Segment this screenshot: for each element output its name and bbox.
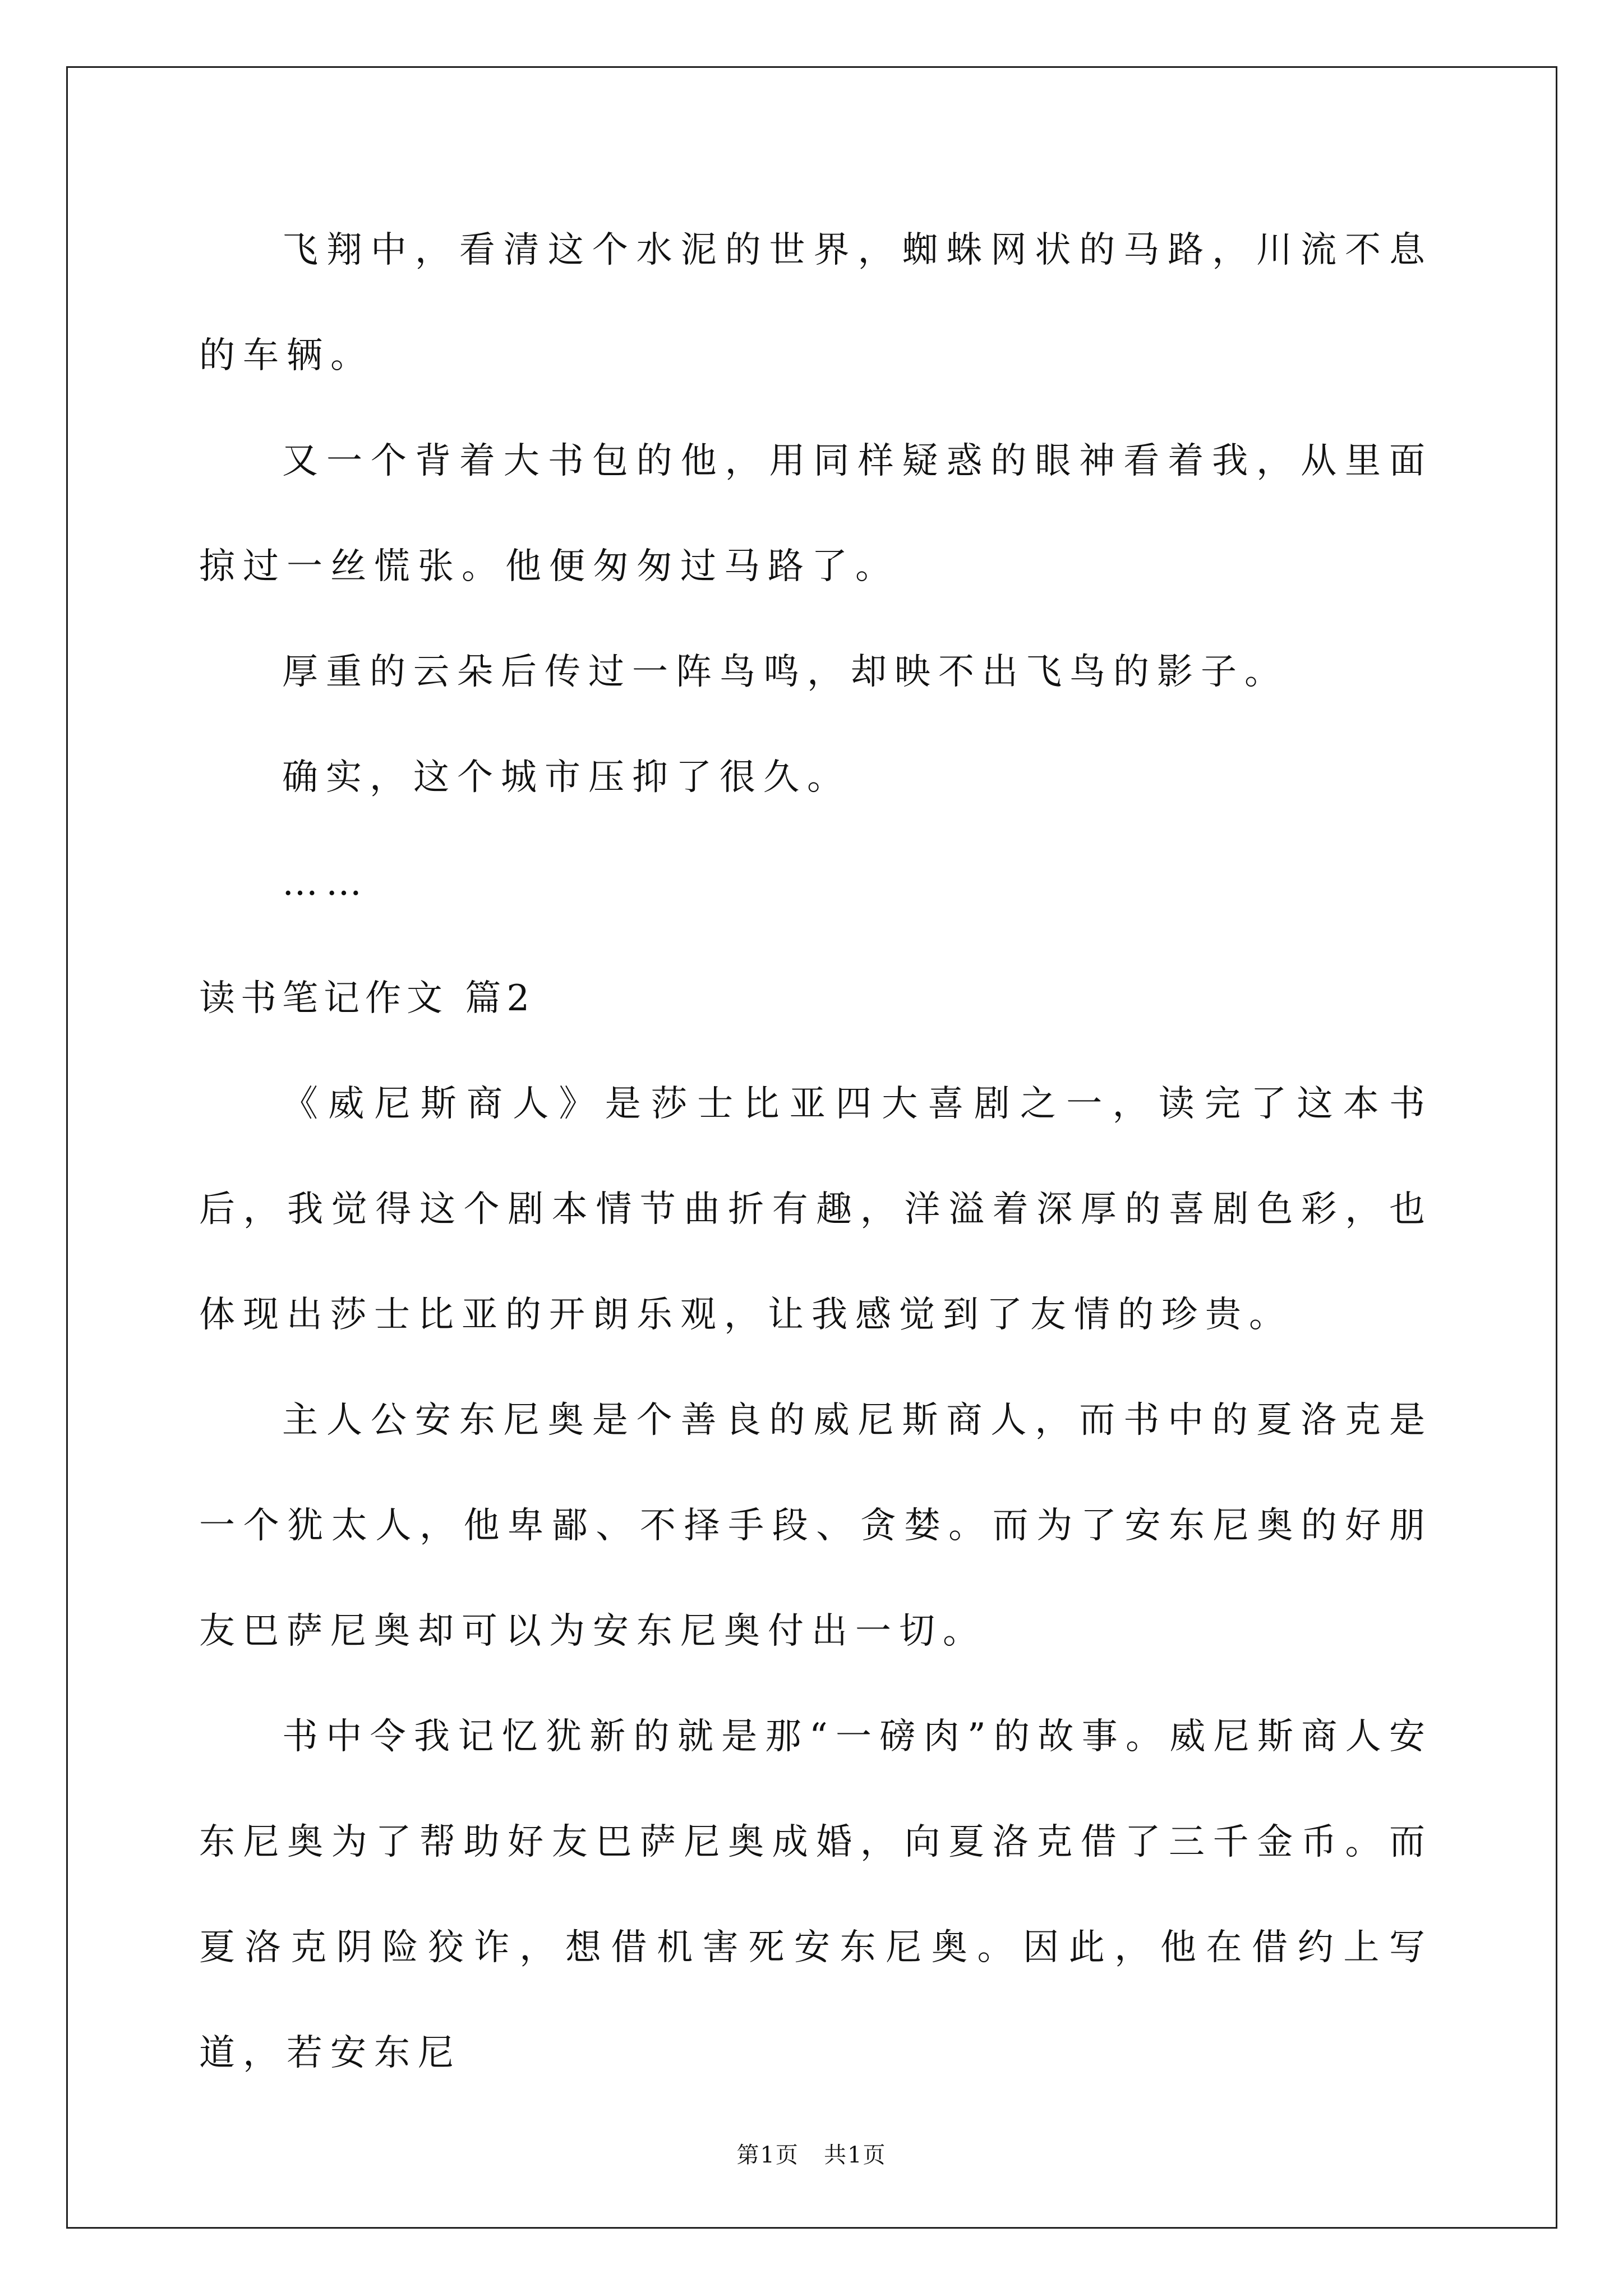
- paragraph: 书中令我记忆犹新的就是那“一磅肉”的故事。威尼斯商人安东尼奥为了帮助好友巴萨尼奥成婚，向夏洛克借了三千金币。而夏洛克阴险狡诈，想借机害死安东尼奥。因此，他在借约上写道，若安东尼: [199, 1716, 1433, 2074]
- paragraph: 又一个背着大书包的他，用同样疑惑的眼神看着我，从里面掠过一丝慌张。他便匆匆过马路了。: [199, 440, 1433, 587]
- paragraph: 《威尼斯商人》是莎士比亚四大喜剧之一，读完了这本书后，我觉得这个剧本情节曲折有趣，洋溢着深厚的喜剧色彩，也体现出莎士比亚的开朗乐观，让我感觉到了友情的珍贵。: [199, 1083, 1433, 1336]
- page-total: 共1页: [824, 2142, 887, 2168]
- section-heading: 读书笔记作文 篇2: [199, 978, 536, 1019]
- page-number: 第1页: [736, 2142, 799, 2168]
- paragraph: 主人公安东尼奥是个善良的威尼斯商人，而书中的夏洛克是一个犹太人，他卑鄙、不择手段、贪婪。而为了安东尼奥的好朋友巴萨尼奥却可以为安东尼奥付出一切。: [199, 1400, 1433, 1652]
- paragraph: 飞翔中，看清这个水泥的世界，蜘蛛网状的马路，川流不息的车辆。: [199, 229, 1433, 376]
- paragraph: 确实，这个城市压抑了很久。: [282, 757, 851, 798]
- paragraph: 厚重的云朵后传过一阵鸟鸣，却映不出飞鸟的影子。: [282, 651, 1288, 693]
- page-footer: [0, 2137, 1623, 2169]
- paragraph: ……: [282, 862, 370, 904]
